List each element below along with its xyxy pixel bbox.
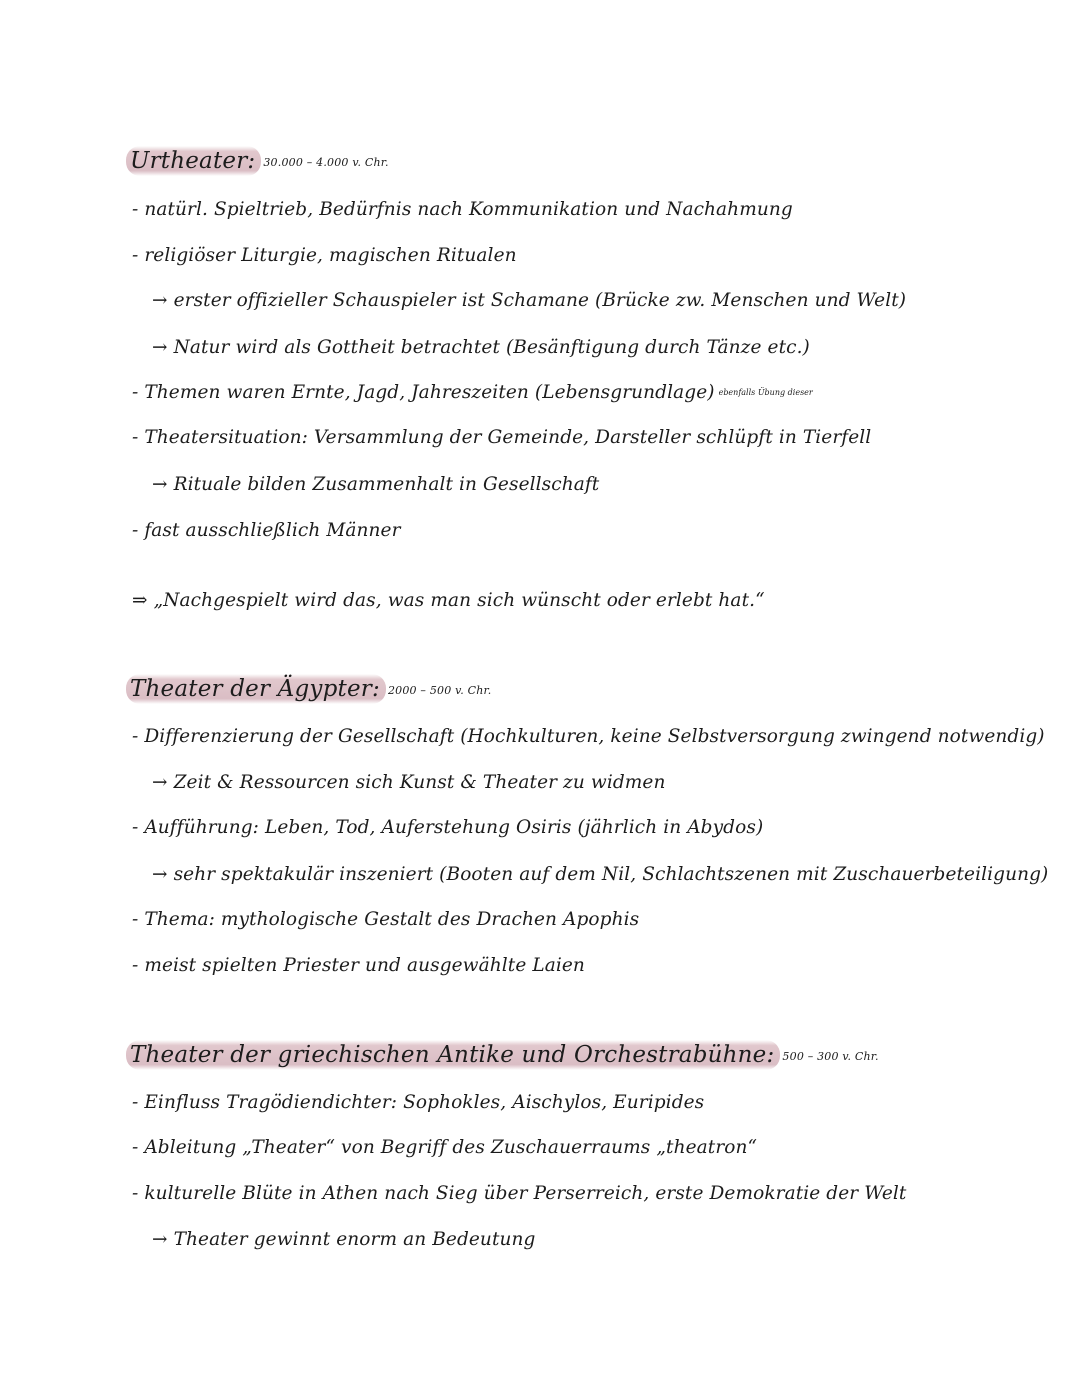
section-title: Theater der griechischen Antike und Orchestrabühne:	[126, 1040, 780, 1070]
section-title: Urtheater:	[126, 146, 261, 176]
note-line: - natürl. Spieltrieb, Bedürfnis nach Kommunikation und Nachahmung	[132, 199, 793, 220]
note-line: - Aufführung: Leben, Tod, Auferstehung Osiris (jährlich in Abydos)	[132, 817, 764, 838]
section-title: Theater der Ägypter:	[126, 674, 386, 704]
section-date: 2000 – 500 v. Chr.	[387, 684, 492, 697]
note-line: - Thema: mythologische Gestalt des Drachen Apophis	[132, 909, 640, 930]
note-line: → erster offizieller Schauspieler ist Schamane (Brücke zw. Menschen und Welt)	[152, 290, 907, 311]
section-heading	[126, 1040, 879, 1070]
note-line-text: - Themen waren Ernte, Jagd, Jahreszeiten (Lebensgrundlage)	[132, 382, 715, 403]
note-line: → Rituale bilden Zusammenhalt in Gesellschaft	[152, 474, 600, 495]
note-line: → Zeit & Ressourcen sich Kunst & Theater zu widmen	[152, 772, 666, 793]
conclusion-quote: ⇒ „Nachgespielt wird das, was man sich wünscht oder erlebt hat.“	[132, 590, 765, 611]
note-line	[132, 380, 813, 406]
note-line: - Einfluss Tragödiendichter: Sophokles, Aischylos, Euripides	[132, 1092, 705, 1113]
note-line: - kulturelle Blüte in Athen nach Sieg über Perserreich, erste Demokratie der Welt	[132, 1183, 907, 1204]
section-heading	[126, 674, 491, 704]
note-line: - Differenzierung der Gesellschaft (Hochkulturen, keine Selbstversorgung zwingend notwendig)	[132, 726, 1045, 747]
note-line: → Natur wird als Gottheit betrachtet (Besänftigung durch Tänze etc.)	[152, 337, 810, 358]
note-line: - religiöser Liturgie, magischen Ritualen	[132, 245, 517, 266]
section-heading	[126, 146, 389, 176]
note-line: - Ableitung „Theater“ von Begriff des Zuschauerraums „theatron“	[132, 1137, 758, 1158]
side-note: ebenfalls Übung dieser	[718, 388, 813, 397]
note-line: → sehr spektakulär inszeniert (Booten auf dem Nil, Schlachtszenen mit Zuschauerbeteiligung)	[152, 864, 1049, 885]
note-line: - meist spielten Priester und ausgewählte Laien	[132, 955, 585, 976]
note-line: → Theater gewinnt enorm an Bedeutung	[152, 1229, 536, 1250]
section-date: 500 – 300 v. Chr.	[782, 1050, 879, 1063]
note-line: - fast ausschließlich Männer	[132, 520, 401, 541]
section-date: 30.000 – 4.000 v. Chr.	[263, 156, 389, 169]
note-line: - Theatersituation: Versammlung der Gemeinde, Darsteller schlüpft in Tierfell	[132, 427, 872, 448]
